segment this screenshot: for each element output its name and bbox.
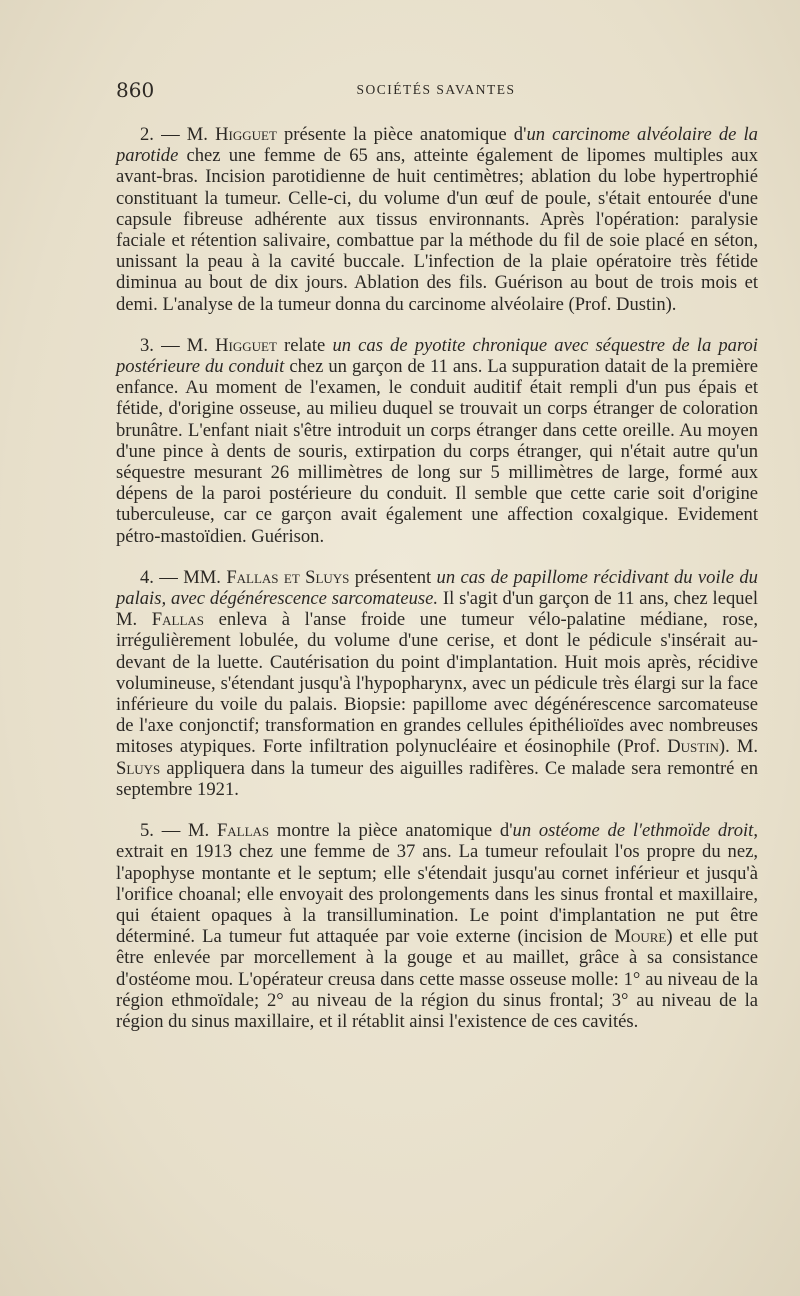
entry-2: 2. — M. Higguet présente la pièce anatomique d'un carcinome alvéolaire de la parotide chez une femme de 65 ans, atteinte également de lipomes multiples aux avant-bras. Incision parotidienne de huit centimètres; ablation du lobe hypertrophié constituant la tumeur. Celle-ci, du volume d'un œuf de poule, s'était entourée d'une capsule fibreuse adhérente aux tissus environnants. Après l'opération: paralysie faciale et rétention salivaire, combattue par la méthode du fil de soie placé en séton, unissant la peau à la cavité buccale. L'infection de la plaie opératoire très fétide diminua au bout de dix jours. Ablation des fils. Guérison au bout de trois mois et demi. L'analyse de la tumeur donna du carcinome alvéolaire (Prof. Dustin). bbox=[116, 124, 758, 315]
entry-author: Fallas et Sluys bbox=[226, 566, 350, 588]
entry-number: 2. bbox=[140, 124, 154, 145]
entry-title: un carcinome alvéolaire de la parotide bbox=[116, 124, 758, 167]
entry-author: Higguet bbox=[215, 124, 277, 145]
page-number: 860 bbox=[116, 78, 155, 102]
article-body bbox=[116, 124, 758, 1032]
entry-text: chez un garçon de 11 ans. La suppuration datait de la première enfance. Au moment de l'examen, le conduit auditif était rempli d'un pus épais et fétide, d'origine osseuse, au milieu duquel se trouvait un corps étranger de coloration brunâtre. L'enfant niait s'être introduit un corps étranger dans cette oreille. Au moyen d'une pince à dents de souris, extirpation du corps étranger, qui n'était autre qu'un séquestre mesurant 26 millimètres de long sur 5 millimètres de large, formé aux dépens de la paroi postérieure du conduit. Il semble que cette carie soit d'origine tuberculeuse, car ce garçon avait également une affection coxalgique. Evidement pétro-mastoïdien. Guérison. bbox=[116, 356, 758, 547]
entry-text: , extrait en 1913 chez une femme de 37 ans. La tumeur refoulait l'os propre du nez, l'apophyse montante et le septum; elle s'étendait jusqu'au cornet inférieur et jusqu'à l'orifice choanal; elle envoyait des prolongements dans les sinus frontal et maxillaire, qui étaient opaques à la transillumination. Le point d'implantation ne put être déterminé. La tumeur fut attaquée par voie externe (incision de Moure) et elle put être enlevée par morcellement à la gouge et au maillet, grâce à sa consistance d'ostéome mou. L'opérateur creusa dans cette masse osseuse molle: 1° au niveau de la région ethmoïdale; 2° au niveau de la région du sinus frontal; 3° au niveau de la région du sinus maxillaire, et il rétablit ainsi l'existence de ces cavités. bbox=[116, 820, 758, 1032]
entry-4: 4. — MM. Fallas et Sluys présentent un cas de papillome récidivant du voile du palais, avec dégénérescence sarcomateuse. Il s'agit d'un garçon de 11 ans, chez lequel M. Fallas enleva à l'anse froide une tumeur vélo-palatine médiane, rose, irrégulièrement lobulée, du volume d'une cerise, et dont le pédicule s'insérait au-devant de la luette. Cautérisation du point d'implantation. Huit mois après, récidive volumineuse, s'étendant jusqu'à l'hypopharynx, avec un pédicule très élargi sur la face inférieure du voile du palais. Biopsie: papillome avec dégénérescence sarcomateuse de l'axe conjonctif; transformation en grandes cellules épithélioïdes avec nombreuses mitoses atypiques. Forte infiltration polynucléaire et éosinophile (Prof. Dustin). M. Sluys appliquera dans la tumeur des aiguilles radifères. Ce malade sera remontré en septembre 1921. bbox=[116, 566, 759, 800]
running-title: SOCIÉTÉS SAVANTES bbox=[356, 82, 516, 97]
entry-5: 5. — M. Fallas montre la pièce anatomique d'un ostéome de l'ethmoïde droit, extrait en 1913 chez une femme de 37 ans. La tumeur refoulait l'os propre du nez, l'apophyse montante et le septum; elle s'étendait jusqu'au cornet inférieur et jusqu'à l'orifice choanal; elle envoyait des prolongements dans les sinus frontal et maxillaire, qui étaient opaques à la transillumination. Le point d'implantation ne put être déterminé. La tumeur fut attaquée par voie externe (incision de Moure) et elle put être enlevée par morcellement à la gouge et au maillet, grâce à sa consistance d'ostéome mou. L'opérateur creusa dans cette masse osseuse molle: 1° au niveau de la région ethmoïdale; 2° au niveau de la région du sinus frontal; 3° au niveau de la région du sinus maxillaire, et il rétablit ainsi l'existence de ces cavités. bbox=[116, 820, 758, 1032]
entry-number: 4. bbox=[140, 566, 154, 588]
entry-author: Fallas bbox=[216, 820, 270, 842]
entry-title: un cas de papillome récidivant du voile du palais, avec dégénérescence sarcomateuse. bbox=[116, 566, 758, 610]
entry-number: 5. bbox=[140, 820, 154, 842]
entry-title: un ostéome de l'ethmoïde droit bbox=[512, 820, 754, 842]
entry-title: un cas de pyotite chronique avec séquestre de la paroi postérieure du conduit bbox=[116, 334, 758, 378]
entry-text: Il s'agit d'un garçon de 11 ans, chez lequel M. Fallas enleva à l'anse froide une tumeur vélo-palatine médiane, rose, irrégulièrement lobulée, du volume d'une cerise, et dont le pédicule s'insérait au-devant de la luette. Cautérisation du point d'implantation. Huit mois après, récidive volumineuse, s'étendant jusqu'à l'hypopharynx, avec un pédicule très élargi sur la face inférieure du voile du palais. Biopsie: papillome avec dégénérescence sarcomateuse de l'axe conjonctif; transformation en grandes cellules épithélioïdes avec nombreuses mitoses atypiques. Forte infiltration polynucléaire et éosinophile (Prof. Dustin). M. Sluys appliquera dans la tumeur des aiguilles radifères. Ce malade sera remontré en septembre 1921. bbox=[116, 588, 759, 800]
page-header bbox=[116, 78, 756, 104]
entry-text: chez une femme de 65 ans, atteinte également de lipomes multiples aux avant-bras. Incision parotidienne de huit centimètres; ablation du lobe hypertrophié constituant la tumeur. Celle-ci, du volume d'un œuf de poule, s'était entourée d'une capsule fibreuse adhérente aux tissus environnants. Après l'opération: paralysie faciale et rétention salivaire, combattue par la méthode du fil de soie placé en séton, unissant la peau à la cavité buccale. L'infection de la plaie opératoire très fétide diminua au bout de dix jours. Ablation des fils. Guérison au bout de trois mois et demi. L'analyse de la tumeur donna du carcinome alvéolaire (Prof. Dustin). bbox=[116, 145, 758, 315]
entry-3: 3. — M. Higguet relate un cas de pyotite chronique avec séquestre de la paroi postérieure du conduit chez un garçon de 11 ans. La suppuration datait de la première enfance. Au moment de l'examen, le conduit auditif était rempli d'un pus épais et fétide, d'origine osseuse, au milieu duquel se trouvait un corps étranger de coloration brunâtre. L'enfant niait s'être introduit un corps étranger dans cette oreille. Au moyen d'une pince à dents de souris, extirpation du corps étranger, qui n'était autre qu'un séquestre mesurant 26 millimètres de long sur 5 millimètres de large, formé aux dépens de la paroi postérieure du conduit. Il semble que cette carie soit d'origine tuberculeuse, car ce garçon avait également une affection coxalgique. Evidement pétro-mastoïdien. Guérison. bbox=[116, 334, 758, 547]
entry-author: Higguet bbox=[215, 334, 277, 356]
entry-number: 3. bbox=[140, 334, 154, 356]
